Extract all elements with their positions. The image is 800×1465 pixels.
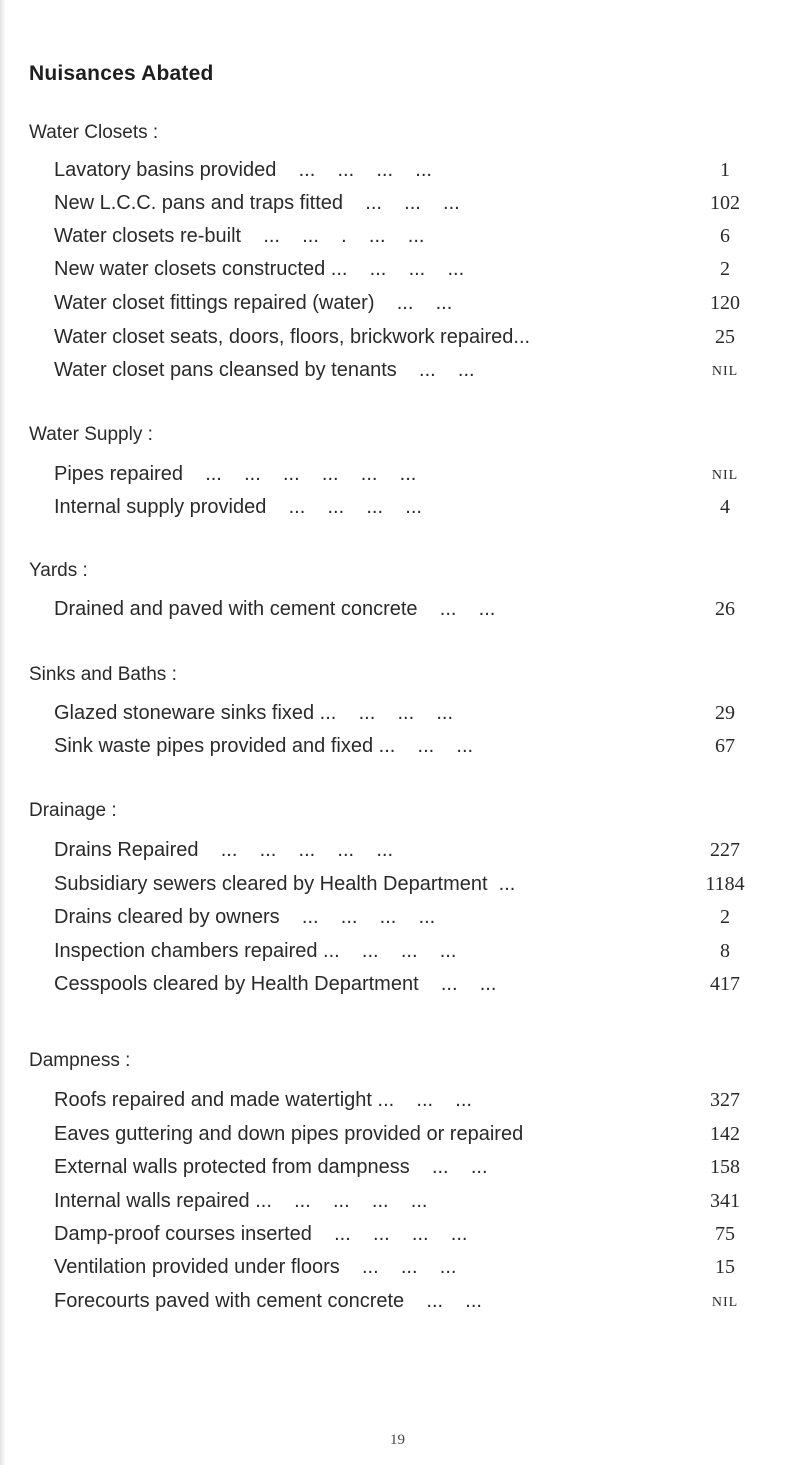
list-item: [0, 1223, 800, 1251]
list-item: [0, 463, 800, 491]
item-value: 1: [720, 159, 730, 181]
list-item: [0, 1123, 800, 1151]
item-label: Internal supply provided ... ... ... ...: [54, 496, 422, 518]
section-heading: Water Closets :: [29, 122, 159, 143]
item-label: Forecourts paved with cement concrete ... ...: [54, 1290, 482, 1312]
item-value: 2: [720, 906, 730, 928]
item-label: Roofs repaired and made watertight ... ... ...: [54, 1089, 472, 1111]
list-item: [0, 1190, 800, 1218]
item-value: 6: [720, 225, 730, 247]
item-value: 15: [715, 1256, 735, 1278]
item-value: 29: [715, 702, 735, 724]
item-value: NIL: [711, 364, 739, 379]
list-item: [0, 973, 800, 1001]
item-value: 4: [720, 496, 730, 518]
section-heading: Yards :: [29, 560, 88, 581]
list-item: [0, 940, 800, 968]
section-heading: Sinks and Baths :: [29, 664, 177, 685]
item-label: New water closets constructed ... ... ... ...: [54, 258, 465, 280]
item-value: 158: [710, 1156, 740, 1178]
item-value: 417: [710, 973, 740, 995]
item-value: NIL: [711, 1295, 739, 1310]
item-value: 142: [710, 1123, 740, 1145]
list-item: [0, 702, 800, 730]
item-value: 327: [710, 1089, 740, 1111]
item-value: 227: [710, 839, 740, 861]
list-item: [0, 839, 800, 867]
item-label: Water closet pans cleansed by tenants ... ...: [54, 359, 475, 381]
item-label: Glazed stoneware sinks fixed ... ... ... ...: [54, 702, 454, 724]
item-label: Pipes repaired ... ... ... ... ... ...: [54, 463, 417, 485]
page-title: Nuisances Abated: [29, 62, 214, 85]
list-item: [0, 359, 800, 387]
item-value: 8: [720, 940, 730, 962]
item-value: 26: [715, 598, 735, 620]
list-item: [0, 1290, 800, 1318]
list-item: [0, 1256, 800, 1284]
item-label: Inspection chambers repaired ... ... ... ...: [54, 940, 457, 962]
list-item: [0, 292, 800, 320]
item-label: Cesspools cleared by Health Department ... ...: [54, 973, 497, 995]
item-label: Internal walls repaired ... ... ... ... ...: [54, 1190, 428, 1212]
item-label: Water closets re-built ... ... . ... ...: [54, 225, 425, 247]
list-item: [0, 159, 800, 187]
item-label: Water closet seats, doors, floors, brickwork repaired...: [54, 326, 531, 348]
item-label: Subsidiary sewers cleared by Health Department ...: [54, 873, 516, 895]
item-value: 75: [715, 1223, 735, 1245]
item-value: 2: [720, 258, 730, 280]
item-label: Lavatory basins provided ... ... ... ...: [54, 159, 432, 181]
list-item: [0, 873, 800, 901]
item-value: 67: [715, 735, 735, 757]
list-item: [0, 1089, 800, 1117]
item-value: 120: [710, 292, 740, 314]
item-label: Drained and paved with cement concrete ... ...: [54, 598, 496, 620]
item-label: Water closet fittings repaired (water) ... ...: [54, 292, 453, 314]
item-value: 1184: [705, 873, 745, 895]
item-label: Drains cleared by owners ... ... ... ...: [54, 906, 436, 928]
list-item: [0, 735, 800, 763]
item-label: Eaves guttering and down pipes provided or repaired: [54, 1123, 524, 1145]
item-value: 102: [710, 192, 740, 214]
page-number: 19: [390, 1432, 405, 1448]
item-value: 341: [710, 1190, 740, 1212]
list-item: [0, 326, 800, 354]
list-item: [0, 906, 800, 934]
section-heading: Water Supply :: [29, 424, 153, 445]
item-label: External walls protected from dampness ... ...: [54, 1156, 488, 1178]
section-heading: Drainage :: [29, 800, 117, 821]
item-label: New L.C.C. pans and traps fitted ... ... ...: [54, 192, 460, 214]
item-label: Damp-proof courses inserted ... ... ... ...: [54, 1223, 468, 1245]
list-item: [0, 598, 800, 626]
list-item: [0, 1156, 800, 1184]
list-item: [0, 225, 800, 253]
item-value: NIL: [711, 468, 739, 483]
list-item: [0, 258, 800, 286]
list-item: [0, 496, 800, 524]
item-label: Ventilation provided under floors ... ... ...: [54, 1256, 457, 1278]
item-value: 25: [715, 326, 735, 348]
item-label: Drains Repaired ... ... ... ... ...: [54, 839, 393, 861]
section-heading: Dampness :: [29, 1050, 131, 1071]
list-item: [0, 192, 800, 220]
item-label: Sink waste pipes provided and fixed ... ... ...: [54, 735, 474, 757]
